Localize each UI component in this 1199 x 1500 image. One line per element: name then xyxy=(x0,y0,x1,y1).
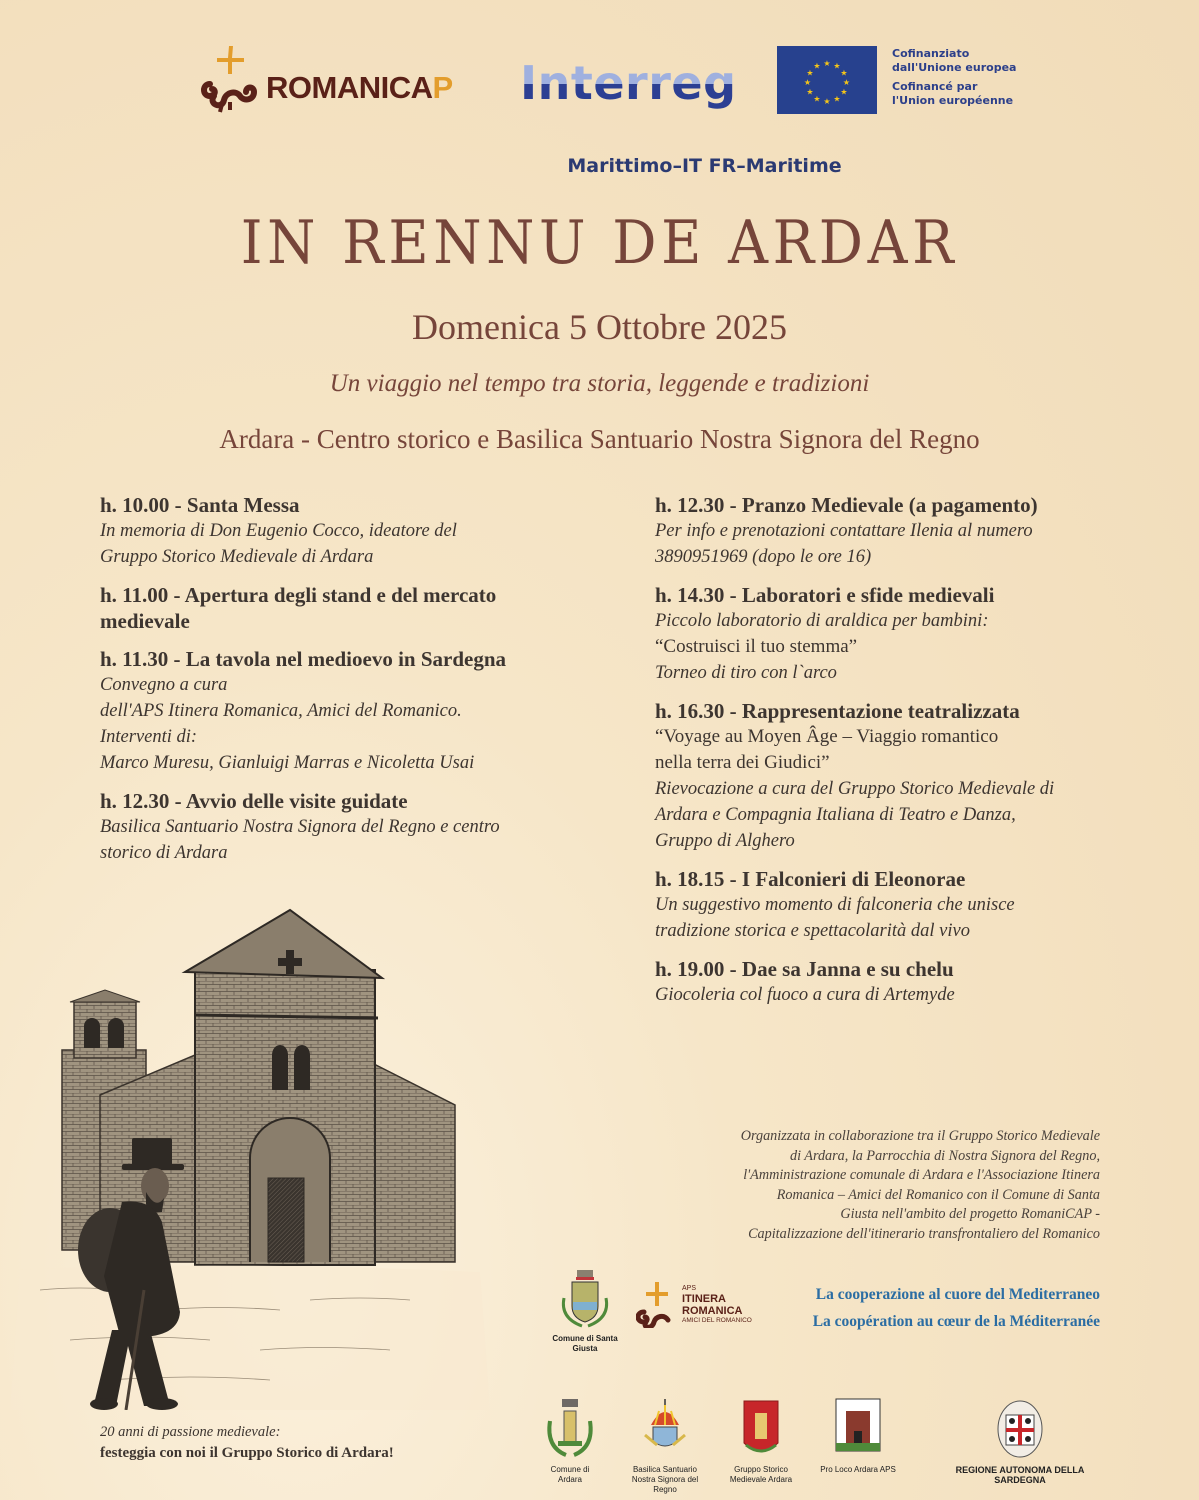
program-event xyxy=(100,646,570,776)
svg-text:★: ★ xyxy=(806,87,814,97)
event-time-title: h. 12.30 - Pranzo Medievale (a pagamento) xyxy=(655,493,1038,517)
cooperation-slogan xyxy=(760,1281,1100,1335)
program-event xyxy=(655,582,1125,686)
interreg-logo: Interreg xyxy=(520,56,737,110)
itinera-romanica-logo xyxy=(636,1282,752,1328)
anniversary-line2: festeggia con noi il Gruppo Storico di Ardara! xyxy=(100,1445,394,1461)
itinera-cross-icon xyxy=(636,1282,678,1328)
event-description-line: “Voyage au Moyen Âge – Viaggio romantico xyxy=(655,726,999,747)
event-time-title: h. 18.15 - I Falconieri di Eleonorae xyxy=(655,867,966,891)
gruppo-storico-logo xyxy=(716,1397,806,1485)
svg-text:★: ★ xyxy=(823,97,831,106)
credits-line: Romanica – Amici del Romanico con il Comune di Santa xyxy=(776,1186,1100,1203)
event-time-title: h. 11.00 - Apertura degli stand e del mercato medievale xyxy=(100,583,497,633)
programme-name: Marittimo–IT FR–Maritime xyxy=(567,155,842,177)
program-event xyxy=(655,492,1125,570)
event-description-line: Rievocazione a cura del Gruppo Storico Medievale di xyxy=(655,779,1055,799)
event-description-line: Giocoleria col fuoco a cura di Artemyde xyxy=(655,985,955,1005)
partner-label: Pro Loco Ardara APS xyxy=(820,1465,896,1474)
svg-text:★: ★ xyxy=(813,94,821,104)
credits-line: l'Amministrazione comunale di Ardara e l'Associazione Itinera xyxy=(743,1167,1100,1183)
event-description-line: In memoria di Don Eugenio Cocco, ideatore del xyxy=(100,521,457,541)
basilica-crest-icon xyxy=(625,1397,705,1461)
svg-text:★: ★ xyxy=(840,87,848,97)
credits-line: di Ardara, la Parrocchia di Nostra Signora del Regno, xyxy=(789,1147,1100,1164)
svg-text:★: ★ xyxy=(823,59,831,68)
event-time-title: h. 10.00 - Santa Messa xyxy=(100,493,300,517)
romanicap-wordmark: ROMANICAP xyxy=(266,70,453,105)
event-description-line: Piccolo laboratorio di araldica per bambini: xyxy=(655,611,989,631)
itinera-line1: ITINERA xyxy=(682,1293,726,1305)
regione-sardegna-logo xyxy=(935,1397,1105,1485)
svg-text:★: ★ xyxy=(803,78,812,87)
svg-text:★: ★ xyxy=(833,61,841,71)
sardegna-crest-icon xyxy=(935,1397,1105,1461)
program-event xyxy=(100,582,570,634)
event-description-line: “Costruisci il tuo stemma” xyxy=(655,636,858,657)
event-time-title: h. 16.30 - Rappresentazione teatralizzata xyxy=(655,699,1020,723)
partner-label: REGIONE AUTONOMA DELLA SARDEGNA xyxy=(955,1465,1085,1485)
event-date: Domenica 5 Ottobre 2025 xyxy=(412,307,787,347)
santa-giusta-crest-icon xyxy=(550,1268,620,1330)
eu-cofunding-text xyxy=(892,47,1016,108)
partner-label: Basilica Santuario Nostra Signora del Regno xyxy=(631,1465,699,1494)
svg-text:★: ★ xyxy=(833,94,841,104)
itinera-line3: AMICI DEL ROMANICO xyxy=(682,1317,752,1324)
event-description-line: Gruppo di Alghero xyxy=(655,831,795,851)
event-description-line: Basilica Santuario Nostra Signora del Regno e centro xyxy=(100,817,500,837)
cooperation-it: La cooperazione al cuore del Mediterraneo xyxy=(815,1286,1100,1303)
program-event xyxy=(100,788,570,866)
event-description-line: Ardara e Compagnia Italiana di Teatro e Danza, xyxy=(655,805,1016,825)
event-description-line: Marco Muresu, Gianluigi Marras e Nicoletta Usai xyxy=(100,753,475,773)
program-event xyxy=(100,492,570,570)
pro-loco-logo xyxy=(818,1397,898,1475)
event-description-line: nella terra dei Giudici” xyxy=(655,752,830,773)
event-description-line: 3890951969 (dopo le ore 16) xyxy=(655,547,872,567)
anniversary-line1: 20 anni di passione medievale: xyxy=(100,1424,281,1440)
program-event xyxy=(655,956,1125,1008)
santa-giusta-logo xyxy=(550,1268,620,1354)
svg-text:★: ★ xyxy=(840,68,848,78)
event-time-title: h. 14.30 - Laboratori e sfide medievali xyxy=(655,583,995,607)
itinera-line2: ROMANICA xyxy=(682,1305,743,1317)
program-right-column xyxy=(655,492,1125,1020)
event-description-line: Per info e prenotazioni contattare Ilenia al numero xyxy=(655,521,1033,541)
romanicap-cross-icon xyxy=(200,44,262,114)
comune-ardara-logo xyxy=(540,1397,600,1485)
event-time-title: h. 19.00 - Dae sa Janna e su chelu xyxy=(655,957,954,981)
eu-text-line: Cofinancé par xyxy=(892,80,978,93)
svg-text:★: ★ xyxy=(806,68,814,78)
event-description-line: dell'APS Itinera Romanica, Amici del Romanico. xyxy=(100,701,462,721)
organizers-credits xyxy=(620,1127,1100,1244)
event-title: IN RENNU DE ARDAR xyxy=(240,208,959,278)
eu-flag-icon xyxy=(777,46,877,114)
eu-text-line: l'Union européenne xyxy=(892,94,1014,107)
eu-text-line: Cofinanziato xyxy=(892,47,970,60)
ardara-crest-icon xyxy=(540,1397,600,1461)
credits-line: Giusta nell'ambito del progetto RomaniCAP - xyxy=(840,1206,1100,1222)
basilica-logo xyxy=(625,1397,705,1495)
eu-text-line: dall'Unione europea xyxy=(892,61,1017,74)
credits-line: Organizzata in collaborazione tra il Gruppo Storico Medievale xyxy=(740,1128,1100,1144)
credits-line: Capitalizzazione dell'itinerario transfrontaliero del Romanico xyxy=(748,1225,1100,1242)
event-description-line: tradizione storica e spettacolarità dal vivo xyxy=(655,921,970,941)
program-left-column xyxy=(100,492,570,878)
event-description-line: Convegno a cura xyxy=(100,675,228,695)
event-location: Ardara - Centro storico e Basilica Santuario Nostra Signora del Regno xyxy=(219,424,980,454)
event-description-line: Un suggestivo momento di falconeria che unisce xyxy=(655,895,1015,915)
partner-label: Gruppo Storico Medievale Ardara xyxy=(729,1465,793,1484)
pro-loco-tower-icon xyxy=(818,1397,898,1461)
event-description-line: storico di Ardara xyxy=(100,843,228,863)
event-time-title: h. 11.30 - La tavola nel medioevo in Sardegna xyxy=(100,647,507,671)
event-time-title: h. 12.30 - Avvio delle visite guidate xyxy=(100,789,408,813)
svg-text:★: ★ xyxy=(842,78,851,87)
itinera-aps: APS xyxy=(682,1285,697,1292)
cooperation-fr: La coopération au cœur de la Méditerranée xyxy=(812,1313,1100,1330)
anniversary-note xyxy=(100,1422,394,1464)
event-description-line: Interventi di: xyxy=(100,727,198,747)
program-event xyxy=(655,866,1125,944)
romanicap-logo xyxy=(200,44,453,114)
program-event xyxy=(655,698,1125,854)
event-description-line: Gruppo Storico Medievale di Ardara xyxy=(100,547,374,567)
event-description-line: Torneo di tiro con l`arco xyxy=(655,663,837,683)
church-illustration xyxy=(10,890,530,1410)
gruppo-storico-shield-icon xyxy=(716,1397,806,1461)
partner-label: Comune di Ardara xyxy=(550,1465,590,1484)
santa-giusta-label: Comune di Santa Giusta xyxy=(552,1334,618,1353)
event-subtitle: Un viaggio nel tempo tra storia, leggende e tradizioni xyxy=(329,370,870,397)
svg-text:★: ★ xyxy=(813,61,821,71)
